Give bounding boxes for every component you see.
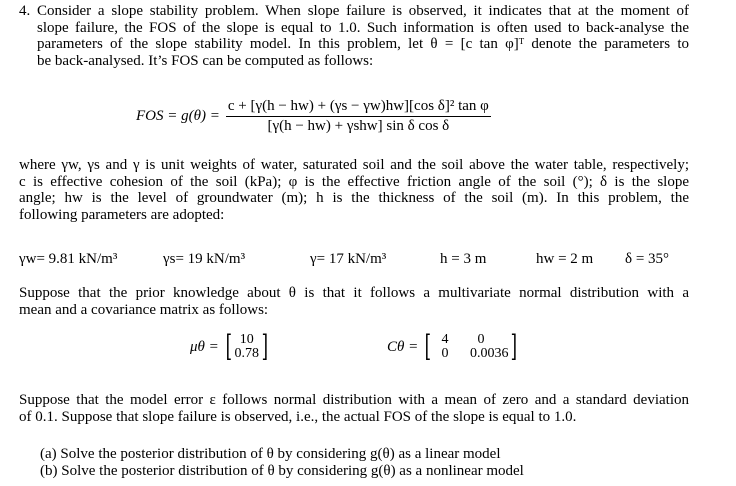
where-line: where γw, γs and γ is unit weights of water, saturated soil and the soil above the water table, respectively; [19, 157, 689, 173]
intro-line: parameters of the slope stability model. In this problem, let θ = [c tan φ]ᵀ denote the parameters to [37, 36, 689, 52]
mean-value: 0.78 [234, 346, 259, 361]
right-bracket: ] [511, 329, 518, 364]
question-a: (a) Solve the posterior distribution of θ by considering g(θ) as a linear model [40, 446, 501, 462]
left-bracket: [ [225, 329, 232, 364]
equation-numerator: c + [γ(h − hw) + (γs − γw)hw][cos δ]² tan φ [226, 98, 491, 117]
covariance-matrix [387, 329, 520, 364]
matrix-cell: 0.0036 [469, 346, 509, 361]
mean-value: 10 [239, 332, 254, 347]
intro-line: Consider a slope stability problem. When slope failure is observed, it indicates that at the moment of [37, 3, 689, 19]
prior-line: mean and a covariance matrix as follows: [19, 301, 269, 318]
param-gamma-w: γw= 9.81 kN/m³ [19, 251, 118, 267]
covariance-label: Cθ = [387, 338, 419, 355]
intro-line: be back-analysed. It’s FOS can be computed as follows: [37, 52, 374, 69]
problem-number: 4. [19, 3, 31, 19]
where-line: following parameters are adopted: [19, 206, 225, 223]
right-bracket: ] [261, 329, 269, 364]
where-line: angle; hw is the level of groundwater (m); h is the thickness of the soil (m). In this problem, the [19, 190, 689, 206]
matrix-row [434, 333, 509, 347]
matrix-cell: 4 [441, 332, 449, 347]
matrix-cell: 0 [441, 346, 449, 361]
error-paragraph [19, 392, 689, 425]
fos-equation [136, 98, 491, 135]
mean-label: μθ = [190, 338, 219, 355]
mean-values [235, 333, 260, 361]
error-line: Suppose that the model error ε follows normal distribution with a mean of zero and a standard deviation [19, 392, 689, 408]
error-line: of 0.1. Suppose that slope failure is observed, i.e., the actual FOS of the slope is equal to 1.0. [19, 408, 577, 425]
mean-vector [190, 329, 271, 364]
param-h: h = 3 m [440, 251, 487, 267]
question-list [40, 446, 524, 480]
prior-line: Suppose that the prior knowledge about θ is that it follows a multivariate normal distribution with a [19, 285, 689, 301]
param-delta: δ = 35° [625, 251, 670, 267]
equation-fraction [226, 98, 491, 135]
param-hw: hw = 2 m [536, 251, 594, 267]
question-b: (b) Solve the posterior distribution of θ by considering g(θ) as a nonlinear model [40, 463, 524, 479]
intro-paragraph [37, 3, 689, 69]
equation-denominator: [γ(h − hw) + γshw] sin δ cos δ [267, 118, 450, 134]
matrix-row [434, 347, 509, 361]
param-gamma-s: γs= 19 kN/m³ [163, 251, 246, 267]
intro-line: slope failure, the FOS of the slope is equal to 1.0. Such information is often used to back-analyse the [37, 19, 689, 36]
left-bracket: [ [424, 329, 432, 364]
where-line: c is effective cohesion of the soil (kPa); φ is the effective friction angle of the soil (°); δ is the slope [19, 173, 689, 190]
prior-paragraph [19, 285, 689, 318]
param-gamma: γ= 17 kN/m³ [310, 251, 387, 267]
matrix-cell: 0 [477, 332, 485, 347]
equation-lhs: FOS = g(θ) = [136, 108, 220, 124]
where-paragraph [19, 157, 689, 223]
